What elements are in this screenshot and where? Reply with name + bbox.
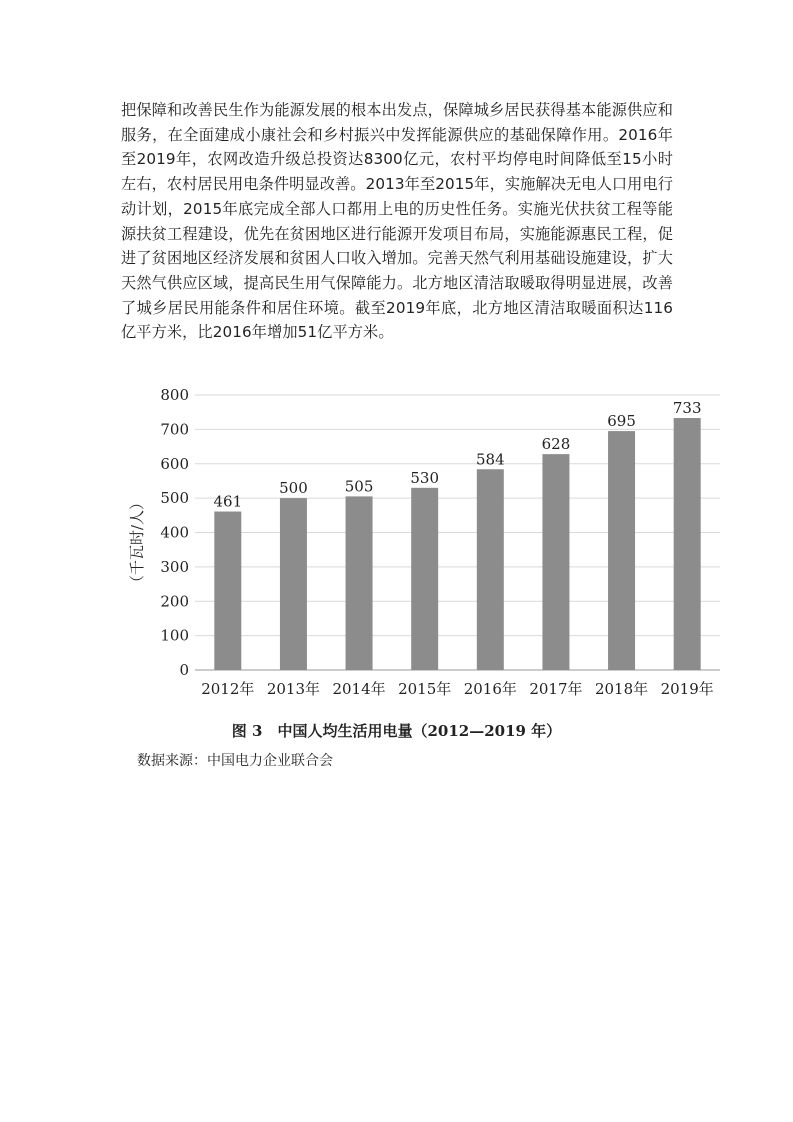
x-tick-label: 2014年 bbox=[332, 680, 386, 698]
bar-chart bbox=[120, 380, 740, 710]
chart-x-ticks bbox=[201, 680, 714, 698]
y-tick-label: 800 bbox=[160, 386, 189, 404]
bar bbox=[214, 512, 241, 670]
bar bbox=[346, 496, 373, 670]
x-tick-label: 2012年 bbox=[201, 680, 255, 698]
figure-caption: 图 3 中国人均生活用电量（2012—2019 年） bbox=[231, 722, 562, 740]
bar-value-label: 628 bbox=[541, 435, 571, 454]
y-tick-label: 700 bbox=[160, 420, 189, 439]
x-tick-label: 2016年 bbox=[463, 680, 517, 698]
x-tick-label: 2015年 bbox=[398, 680, 452, 698]
y-tick-label: 100 bbox=[160, 626, 189, 645]
chart-bars bbox=[214, 418, 700, 670]
y-tick-label: 200 bbox=[160, 592, 189, 611]
chart-grid bbox=[195, 395, 720, 670]
bar bbox=[608, 431, 635, 670]
y-tick-label: 600 bbox=[160, 454, 189, 473]
bar-value-label: 461 bbox=[213, 492, 243, 511]
y-tick-label: 500 bbox=[160, 489, 189, 508]
x-tick-label: 2017年 bbox=[529, 680, 583, 698]
body-paragraph: 把保障和改善民生作为能源发展的根本出发点，保障城乡居民获得基本能源供应和服务，在全面建成小康社会和乡村振兴中发挥能源供应的基础保障作用。2016年至2019年，农网改造升级总投资达8300亿元，农村平均停电时间降低至15小时左右，农村居民用电条件明显改善。2013年至2015年，实施解决无电人口用电行动计划，2015年底完成全部人口都用上电的历史性任务。实施光伏扶贫工程等能源扶贫工程建设，优先在贫困地区进行能源开发项目布局，实施能源惠民工程，促进了贫困地区经济发展和贫困人口收入增加。完善天然气利用基础设施建设，扩大天然气供应区域，提高民生用气保障能力。北方地区清洁取暖取得明显进展，改善了城乡居民用能条件和居住环境。截至2019年底，北方地区清洁取暖面积达116亿平方米，比2016年增加51亿平方米。 bbox=[121, 101, 674, 342]
x-tick-label: 2018年 bbox=[594, 680, 649, 698]
chart-y-axis-label: （千瓦时/人） bbox=[128, 494, 146, 591]
y-tick-label: 300 bbox=[160, 557, 189, 576]
x-tick-label: 2013年 bbox=[266, 680, 321, 698]
y-tick-label: 400 bbox=[160, 523, 189, 542]
bar bbox=[280, 498, 307, 670]
bar bbox=[411, 488, 438, 670]
bar-value-label: 733 bbox=[672, 399, 702, 418]
bar-value-label: 530 bbox=[410, 468, 440, 487]
bar-value-label: 584 bbox=[475, 450, 505, 469]
bar-chart-svg bbox=[120, 380, 740, 710]
y-tick-label: 0 bbox=[179, 661, 189, 679]
chart-y-ticks bbox=[160, 386, 189, 679]
bar bbox=[477, 469, 504, 670]
bar-value-label: 500 bbox=[279, 479, 308, 498]
bar-value-label: 695 bbox=[607, 412, 636, 431]
bar bbox=[542, 454, 569, 670]
figure-source: 数据来源：中国电力企业联合会 bbox=[137, 753, 333, 769]
x-tick-label: 2019年 bbox=[660, 680, 714, 698]
bar bbox=[674, 418, 701, 670]
bar-value-label: 505 bbox=[344, 477, 374, 496]
